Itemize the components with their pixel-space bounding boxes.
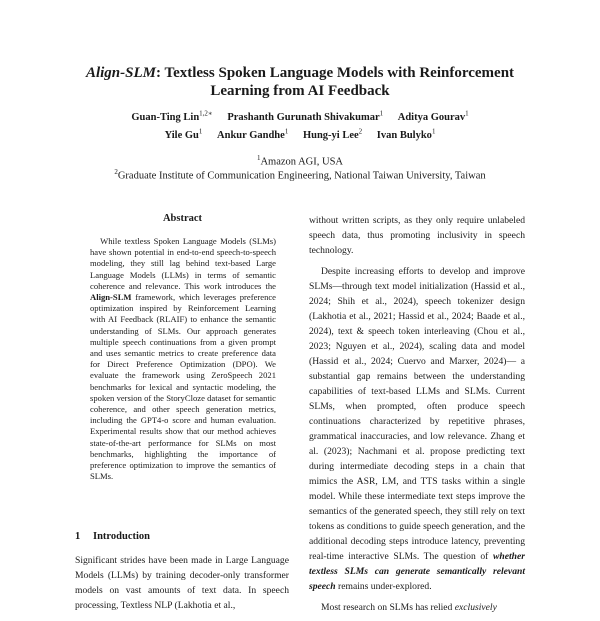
author: Ankur Gandhe$^1$: [217, 127, 289, 141]
right-column: [309, 213, 525, 621]
paper-title: [0, 64, 600, 100]
title-line-2: Learning from AI Feedback: [210, 83, 390, 99]
author: Prashanth Gurunath Shivakumar$^1$: [227, 109, 384, 123]
author: Hung-yi Lee$^2$: [302, 127, 363, 141]
paragraph: without written scripts, as they only require unlabeled speech data, thus promoting inclusivity in speech technology.: [309, 215, 525, 256]
author: Ivan Bulyko$^1$: [376, 127, 436, 141]
title-model-name: Align-SLM: [85, 65, 156, 81]
affiliation-1: $^1$Amazon AGI, USA: [256, 154, 344, 168]
paragraph: Despite increasing efforts to develop and improve SLMs—through text model initialization (Hassid et al., 2024; Shih et al., 2024), speech tokenizer design (Lakhotia et al., 2021; Hassid et al., 2024; Baade et al., 2024), text & speech token interleaving (Chou et al., 2023; Nguyen et al., 2024), scaling data and model (Hassid et al., 2024; Cuervo and Marxer, 2024)— a substantial gap remains between the understanding capabilities of text-based LLMs and SLMs. Current SLMs, when prompted, often produce speech continuations characterized by repetitive phrases, grammatical inaccuracies, and low relevance. Zhang et al. (2023); Nachmani et al. propose predicting text during intermediate decoding steps in a chain that mimics the ASR, LM, and TTS tasks within a single model. While these intermediate text steps improve the semantics of the generated speech, they still rely on text tokens as conditions to guide speech generation, and the additional decoding steps introduce latency, preventing real-time interactive SLMs. The question of whether textless SLMs can generate semantically relevant speech remains under-explored.: [309, 266, 525, 592]
author: Aditya Gourav$^1$: [397, 109, 469, 123]
affiliation-2: $^2$Graduate Institute of Communication Engineering, National Taiwan University, Taiwan: [114, 168, 486, 182]
title-text: : Textless Spoken Language Models with Reinforcement: [155, 65, 515, 81]
author: Yile Gu$^1$: [164, 127, 203, 141]
abstract-heading: Abstract: [162, 213, 203, 224]
section-heading-introduction: 1 Introduction: [75, 531, 150, 542]
author: Guan-Ting Lin$^{1,2∗}$: [131, 109, 213, 123]
abstract-body: While textless Spoken Language Models (SLMs) have shown potential in end-to-end speech-to-speech modeling, they still lag behind text-based Large Language Models (LLMs) in terms of semantic coherence and relevance. This work introduces the Align-SLM framework, which leverages preference optimization inspired by Reinforcement Learning with AI Feedback (RLAIF) to enhance the semantic understanding of SLMs. Our approach generates multiple speech continuations from a given prompt and uses semantic metrics to create preference data for Direct Preference Optimization (DPO). We evaluate the framework using ZeroSpeech 2021 benchmarks for lexical and syntactic modeling, the spoken version of the StoryCloze dataset for semantic coherence, and other speech generation metrics, including the GPT4-o score and human evaluation. Experimental results show that our method achieves state-of-the-art performance for SLMs on most benchmarks, highlighting the importance of preference optimization to improve the semantics of SLMs.: [90, 236, 276, 482]
paragraph: Most research on SLMs has relied exclusively: [321, 602, 497, 613]
author-list: [0, 106, 600, 143]
introduction-text: Significant strides have been made in Large Language Models (LLMs) by training decoder-only transformer models on vast amounts of text data. In speech processing, Textless NLP (Lakhotia et al.,: [75, 555, 289, 611]
